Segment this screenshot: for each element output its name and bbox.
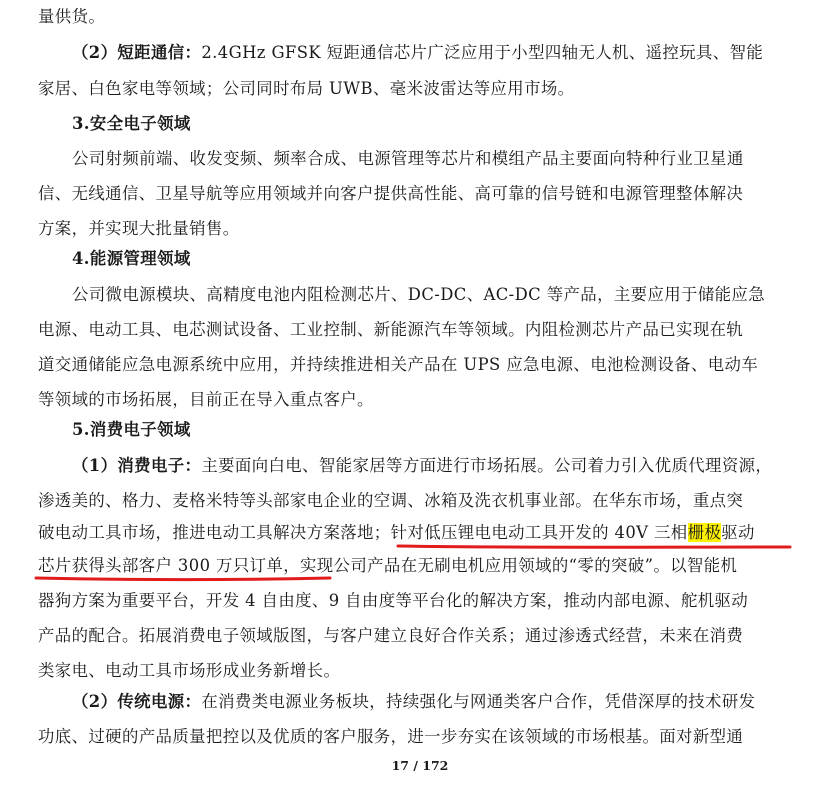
paragraph-line: 量供货。 xyxy=(38,7,106,26)
paragraph-line: 电源、电动工具、电芯测试设备、工业控制、新能源汽车等领域。内阻检测芯片产品已实现在轨 xyxy=(38,320,744,339)
paragraph-line: 道交通储能应急电源系统中应用，并持续推进相关产品在 UPS 应急电源、电池检测设备、电动车 xyxy=(38,355,759,374)
text-run: 破电动工具市场，推进电动工具解决方案落地； xyxy=(38,523,391,542)
paragraph-line: 功底、过硬的产品质量把控以及优质的客户服务，进一步夯实在该领域的市场根基。面对新型通 xyxy=(38,727,744,746)
text-run: 在消费类电源业务板块，持续强化与网通类客户合作，凭借深厚的技术研发 xyxy=(201,692,756,711)
paragraph-line: 家居、白色家电等领域；公司同时布局 UWB、毫米波雷达等应用市场。 xyxy=(38,79,575,98)
text-run: 主要面向白电、智能家居等方面进行市场拓展。公司着力引入优质代理资源， xyxy=(201,456,773,475)
section-heading: 3.安全电子领域 xyxy=(72,114,191,133)
paragraph-line: 公司射频前端、收发变频、频率合成、电源管理等芯片和模组产品主要面向特种行业卫星通 xyxy=(72,149,744,168)
paragraph-line: 等领域的市场拓展，目前正在导入重点客户。 xyxy=(38,390,374,409)
paragraph-line: 渗透美的、格力、麦格米特等头部家电企业的空调、冰箱及洗衣机事业部。在华东市场，重点突 xyxy=(38,491,744,510)
subsection-label: （1）消费电子： xyxy=(72,456,202,475)
text-run: 实现公司产品在无刷电机应用领域的“零的突破”。以智能机 xyxy=(299,556,738,575)
paragraph-line: 产品的配合。拓展消费电子领域版图，与客户建立良好合作关系；通过渗透式经营，未来在消费 xyxy=(38,626,744,645)
text-run: 针对低压锂电电动工具开发的 40V 三相 xyxy=(390,523,688,542)
page-number: 17 / 172 xyxy=(391,758,449,773)
section-heading: 4.能源管理领域 xyxy=(72,249,191,268)
paragraph-line: 器狗方案为重要平台，开发 4 自由度、9 自由度等平台化的解决方案，推动内部电源、舵机驱动 xyxy=(38,591,749,610)
subsection-label: （2）传统电源： xyxy=(72,692,202,711)
underline-stroke-1 xyxy=(398,546,790,547)
subsection-label: （2）短距通信： xyxy=(72,43,202,62)
highlighted-text: 栅极 xyxy=(687,523,722,542)
paragraph-line: 方案，并实现大批量销售。 xyxy=(38,219,240,238)
paragraph-line: 类家电、电动工具市场形成业务新增长。 xyxy=(38,661,341,680)
section-heading: 5.消费电子领域 xyxy=(72,420,191,439)
paragraph-line: 公司微电源模块、高精度电池内阻检测芯片、DC-DC、AC-DC 等产品，主要应用于储能应急 xyxy=(72,285,765,304)
text-run: 驱动 xyxy=(721,523,755,542)
text-run: 芯片获得头部客户 300 万只订单， xyxy=(38,556,300,575)
paragraph-line: 信、无线通信、卫星导航等应用领域并向客户提供高性能、高可靠的信号链和电源管理整体解决 xyxy=(38,184,744,203)
text-run: 2.4GHz GFSK 短距通信芯片广泛应用于小型四轴无人机、遥控玩具、智能 xyxy=(201,43,764,62)
underline-stroke-2 xyxy=(36,578,330,580)
